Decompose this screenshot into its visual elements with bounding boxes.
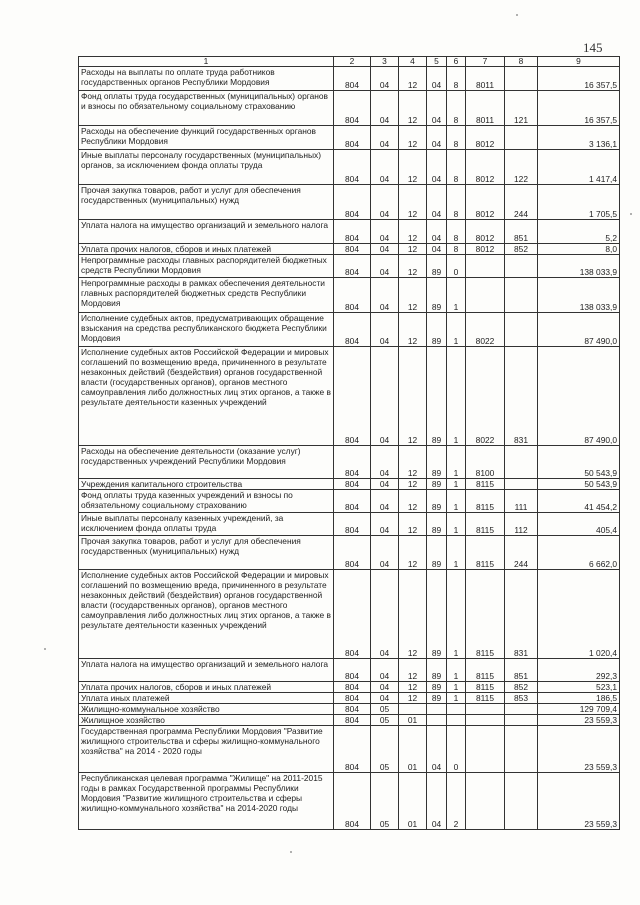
row-label: Уплата прочих налогов, сборов и иных платежей	[79, 682, 334, 693]
column-header: 1	[79, 57, 334, 67]
code-cell: 04	[371, 570, 399, 659]
code-cell: 8	[447, 244, 466, 255]
amount-cell: 23 559,3	[538, 726, 620, 773]
code-cell: 12	[399, 490, 427, 513]
code-cell: 831	[505, 570, 538, 659]
amount-cell: 405,4	[538, 513, 620, 536]
amount-cell: 6 662,0	[538, 536, 620, 570]
code-cell: 89	[427, 536, 447, 570]
row-label: Иные выплаты персоналу казенных учреждений, за исключением фонда оплаты труда	[79, 513, 334, 536]
code-cell: 05	[371, 773, 399, 830]
code-cell	[427, 715, 447, 726]
row-label: Исполнение судебных актов Российской Федерации и мировых соглашений по возмещению вреда, причиненного в результате незаконных действий (бездействия) органов государственной власти (государственных органов), органов местного самоуправления либо должностных лиц этих органов, а также в результате деятельности казенных учреждений	[79, 347, 334, 446]
code-cell: 89	[427, 490, 447, 513]
code-cell: 1	[447, 659, 466, 682]
code-cell: 8011	[466, 67, 505, 91]
code-cell: 89	[427, 278, 447, 313]
code-cell: 8	[447, 150, 466, 185]
code-cell: 89	[427, 446, 447, 479]
code-cell	[505, 704, 538, 715]
code-cell: 8	[447, 126, 466, 150]
code-cell: 8012	[466, 220, 505, 244]
code-cell: 804	[334, 704, 371, 715]
code-cell: 04	[371, 479, 399, 490]
column-header: 5	[427, 57, 447, 67]
code-cell: 804	[334, 278, 371, 313]
table-body	[79, 67, 620, 830]
table-row	[79, 693, 620, 704]
code-cell: 04	[371, 185, 399, 220]
code-cell: 01	[399, 726, 427, 773]
code-cell: 804	[334, 255, 371, 278]
code-cell: 804	[334, 693, 371, 704]
code-cell: 0	[447, 726, 466, 773]
code-cell: 89	[427, 513, 447, 536]
code-cell: 112	[505, 513, 538, 536]
code-cell: 12	[399, 682, 427, 693]
amount-cell: 138 033,9	[538, 255, 620, 278]
code-cell: 89	[427, 693, 447, 704]
code-cell	[505, 278, 538, 313]
code-cell: 04	[371, 244, 399, 255]
code-cell: 244	[505, 185, 538, 220]
amount-cell: 129 709,4	[538, 704, 620, 715]
amount-cell: 5,2	[538, 220, 620, 244]
code-cell: 8012	[466, 244, 505, 255]
code-cell: 804	[334, 479, 371, 490]
code-cell: 244	[505, 536, 538, 570]
code-cell: 04	[371, 490, 399, 513]
code-cell: 12	[399, 126, 427, 150]
code-cell: 804	[334, 313, 371, 347]
code-cell: 852	[505, 244, 538, 255]
code-cell: 8	[447, 220, 466, 244]
code-cell	[466, 773, 505, 830]
row-label: Государственная программа Республики Мордовия "Развитие жилищного строительства и сферы жилищно-коммунального хозяйства" на 2014 - 2020 годы	[79, 726, 334, 773]
column-header: 9	[538, 57, 620, 67]
code-cell: 851	[505, 659, 538, 682]
code-cell: 804	[334, 126, 371, 150]
code-cell: 8	[447, 67, 466, 91]
code-cell	[427, 704, 447, 715]
code-cell: 852	[505, 682, 538, 693]
code-cell: 12	[399, 659, 427, 682]
code-cell: 89	[427, 659, 447, 682]
amount-cell: 87 490,0	[538, 313, 620, 347]
code-cell: 04	[371, 313, 399, 347]
table-row	[79, 726, 620, 773]
code-cell	[447, 704, 466, 715]
code-cell: 12	[399, 244, 427, 255]
code-cell: 04	[427, 150, 447, 185]
code-cell: 8012	[466, 185, 505, 220]
amount-cell: 50 543,9	[538, 479, 620, 490]
code-cell: 12	[399, 150, 427, 185]
code-cell	[505, 126, 538, 150]
row-label: Уплата иных платежей	[79, 693, 334, 704]
code-cell: 804	[334, 726, 371, 773]
code-cell: 1	[447, 479, 466, 490]
amount-cell: 1 417,4	[538, 150, 620, 185]
code-cell: 04	[371, 536, 399, 570]
code-cell: 12	[399, 570, 427, 659]
code-cell: 8115	[466, 570, 505, 659]
code-cell	[466, 715, 505, 726]
code-cell: 804	[334, 570, 371, 659]
code-cell: 8115	[466, 693, 505, 704]
scan-speck	[516, 14, 518, 16]
code-cell: 12	[399, 347, 427, 446]
code-cell: 853	[505, 693, 538, 704]
table-row	[79, 67, 620, 91]
code-cell: 89	[427, 682, 447, 693]
code-cell: 804	[334, 773, 371, 830]
table-row	[79, 446, 620, 479]
code-cell: 1	[447, 536, 466, 570]
row-label: Иные выплаты персоналу государственных (муниципальных) органов, за исключением фонда оплаты труда	[79, 150, 334, 185]
table-row	[79, 479, 620, 490]
code-cell: 1	[447, 347, 466, 446]
table-row	[79, 773, 620, 830]
table-row	[79, 150, 620, 185]
code-cell: 804	[334, 446, 371, 479]
amount-cell: 41 454,2	[538, 490, 620, 513]
table-row	[79, 91, 620, 126]
code-cell: 05	[371, 715, 399, 726]
row-label: Исполнение судебных актов, предусматривающих обращение взыскания на средства республиканского бюджета Республики Мордовия	[79, 313, 334, 347]
code-cell: 851	[505, 220, 538, 244]
code-cell: 8	[447, 91, 466, 126]
column-header: 7	[466, 57, 505, 67]
code-cell: 04	[371, 220, 399, 244]
row-label: Непрограммные расходы главных распорядителей бюджетных средств Республики Мордовия	[79, 255, 334, 278]
amount-cell: 23 559,3	[538, 715, 620, 726]
column-header: 3	[371, 57, 399, 67]
code-cell: 05	[371, 726, 399, 773]
code-cell: 804	[334, 682, 371, 693]
code-cell: 1	[447, 490, 466, 513]
code-cell: 04	[371, 659, 399, 682]
row-label: Непрограммные расходы в рамках обеспечения деятельности главных распорядителей бюджетных средств Республики Мордовия	[79, 278, 334, 313]
column-header: 6	[447, 57, 466, 67]
code-cell: 8011	[466, 91, 505, 126]
code-cell: 804	[334, 185, 371, 220]
row-label: Жилищно-коммунальное хозяйство	[79, 704, 334, 715]
code-cell: 1	[447, 513, 466, 536]
code-cell: 04	[371, 446, 399, 479]
table-row	[79, 704, 620, 715]
code-cell: 804	[334, 490, 371, 513]
code-cell: 1	[447, 278, 466, 313]
column-header: 4	[399, 57, 427, 67]
code-cell: 04	[427, 126, 447, 150]
code-cell	[505, 67, 538, 91]
table-row	[79, 513, 620, 536]
scan-speck	[44, 648, 46, 650]
table-row	[79, 255, 620, 278]
code-cell	[505, 255, 538, 278]
amount-cell: 1 020,4	[538, 570, 620, 659]
amount-cell: 16 357,5	[538, 67, 620, 91]
amount-cell: 8,0	[538, 244, 620, 255]
code-cell: 1	[447, 693, 466, 704]
code-cell: 111	[505, 490, 538, 513]
row-label: Расходы на выплаты по оплате труда работников государственных органов Республики Мордовия	[79, 67, 334, 91]
code-cell: 8012	[466, 126, 505, 150]
code-cell	[505, 313, 538, 347]
table-row	[79, 715, 620, 726]
table-header-row	[79, 57, 620, 67]
row-label: Уплата налога на имущество организаций и земельного налога	[79, 659, 334, 682]
code-cell	[505, 479, 538, 490]
table-row	[79, 126, 620, 150]
code-cell	[505, 726, 538, 773]
amount-cell: 87 490,0	[538, 347, 620, 446]
row-label: Республиканская целевая программа "Жилище" на 2011-2015 годы в рамках Государственной программы Республики Мордовия "Развитие жилищного строительства и сферы жилищно-коммунального хозяйства" на 2014-2020 годы	[79, 773, 334, 830]
code-cell: 89	[427, 479, 447, 490]
code-cell: 12	[399, 479, 427, 490]
code-cell: 04	[427, 244, 447, 255]
code-cell: 804	[334, 244, 371, 255]
code-cell: 8100	[466, 446, 505, 479]
code-cell: 122	[505, 150, 538, 185]
code-cell: 12	[399, 220, 427, 244]
row-label: Фонд оплаты труда государственных (муниципальных) органов и взносы по обязательному социальному страхованию	[79, 91, 334, 126]
code-cell	[466, 704, 505, 715]
code-cell: 804	[334, 715, 371, 726]
code-cell: 01	[399, 715, 427, 726]
table-row	[79, 244, 620, 255]
code-cell: 04	[427, 91, 447, 126]
amount-cell: 50 543,9	[538, 446, 620, 479]
scan-speck	[630, 213, 632, 215]
code-cell: 04	[371, 278, 399, 313]
code-cell: 804	[334, 220, 371, 244]
amount-cell: 186,5	[538, 693, 620, 704]
column-header: 8	[505, 57, 538, 67]
code-cell: 04	[371, 513, 399, 536]
code-cell: 1	[447, 313, 466, 347]
code-cell: 1	[447, 446, 466, 479]
code-cell: 8022	[466, 347, 505, 446]
amount-cell: 523,1	[538, 682, 620, 693]
amount-cell: 23 559,3	[538, 773, 620, 830]
code-cell: 04	[371, 91, 399, 126]
table-row	[79, 347, 620, 446]
code-cell: 804	[334, 536, 371, 570]
table-row	[79, 185, 620, 220]
code-cell: 804	[334, 347, 371, 446]
code-cell: 8115	[466, 682, 505, 693]
code-cell: 04	[427, 67, 447, 91]
amount-cell: 16 357,5	[538, 91, 620, 126]
code-cell: 89	[427, 570, 447, 659]
code-cell: 01	[399, 773, 427, 830]
row-label: Исполнение судебных актов Российской Федерации и мировых соглашений по возмещению вреда, причиненного в результате незаконных действий (бездействия) органов государственной власти (государственных органов), органов местного самоуправления либо должностных лиц этих органов, а также в результате деятельности казенных учреждений	[79, 570, 334, 659]
table-row	[79, 220, 620, 244]
code-cell: 05	[371, 704, 399, 715]
code-cell: 04	[371, 347, 399, 446]
code-cell: 04	[371, 682, 399, 693]
code-cell: 8115	[466, 490, 505, 513]
code-cell	[447, 715, 466, 726]
code-cell: 2	[447, 773, 466, 830]
code-cell: 804	[334, 91, 371, 126]
code-cell	[505, 715, 538, 726]
code-cell	[466, 726, 505, 773]
code-cell: 0	[447, 255, 466, 278]
amount-cell: 138 033,9	[538, 278, 620, 313]
amount-cell: 292,3	[538, 659, 620, 682]
row-label: Фонд оплаты труда казенных учреждений и взносы по обязательному социальному страхованию	[79, 490, 334, 513]
row-label: Жилищное хозяйство	[79, 715, 334, 726]
code-cell: 121	[505, 91, 538, 126]
row-label: Прочая закупка товаров, работ и услуг для обеспечения государственных (муниципальных) нужд	[79, 185, 334, 220]
table-row	[79, 682, 620, 693]
code-cell: 04	[371, 150, 399, 185]
code-cell: 8115	[466, 513, 505, 536]
row-label: Учреждения капитального строительства	[79, 479, 334, 490]
code-cell: 12	[399, 693, 427, 704]
code-cell: 831	[505, 347, 538, 446]
code-cell: 8115	[466, 659, 505, 682]
code-cell: 8115	[466, 536, 505, 570]
code-cell: 04	[427, 773, 447, 830]
code-cell	[466, 255, 505, 278]
code-cell: 12	[399, 513, 427, 536]
table-row	[79, 278, 620, 313]
row-label: Уплата прочих налогов, сборов и иных платежей	[79, 244, 334, 255]
code-cell: 04	[427, 726, 447, 773]
code-cell: 1	[447, 570, 466, 659]
code-cell: 04	[427, 185, 447, 220]
code-cell: 12	[399, 313, 427, 347]
table-row	[79, 659, 620, 682]
row-label: Расходы на обеспечение функций государственных органов Республики Мордовия	[79, 126, 334, 150]
table-row	[79, 570, 620, 659]
budget-table	[78, 56, 620, 830]
code-cell	[505, 446, 538, 479]
table-row	[79, 536, 620, 570]
code-cell: 804	[334, 659, 371, 682]
code-cell: 04	[371, 67, 399, 91]
code-cell: 04	[371, 693, 399, 704]
code-cell: 04	[427, 220, 447, 244]
code-cell: 1	[447, 682, 466, 693]
code-cell: 89	[427, 313, 447, 347]
code-cell: 12	[399, 446, 427, 479]
code-cell	[466, 278, 505, 313]
table-row	[79, 490, 620, 513]
amount-cell: 3 136,1	[538, 126, 620, 150]
row-label: Уплата налога на имущество организаций и земельного налога	[79, 220, 334, 244]
code-cell: 12	[399, 255, 427, 278]
page-number: 145	[583, 40, 603, 55]
code-cell: 804	[334, 513, 371, 536]
amount-cell: 1 705,5	[538, 185, 620, 220]
code-cell: 89	[427, 347, 447, 446]
code-cell	[505, 773, 538, 830]
column-header: 2	[334, 57, 371, 67]
code-cell: 12	[399, 278, 427, 313]
code-cell: 804	[334, 67, 371, 91]
table-row	[79, 313, 620, 347]
code-cell: 8115	[466, 479, 505, 490]
code-cell: 12	[399, 185, 427, 220]
code-cell: 12	[399, 67, 427, 91]
scan-speck	[290, 851, 292, 853]
code-cell: 12	[399, 536, 427, 570]
code-cell: 8	[447, 185, 466, 220]
code-cell: 04	[371, 255, 399, 278]
code-cell: 12	[399, 91, 427, 126]
row-label: Расходы на обеспечение деятельности (оказание услуг) государственных учреждений Республики Мордовия	[79, 446, 334, 479]
code-cell: 8012	[466, 150, 505, 185]
code-cell: 89	[427, 255, 447, 278]
row-label: Прочая закупка товаров, работ и услуг для обеспечения государственных (муниципальных) нужд	[79, 536, 334, 570]
code-cell: 8022	[466, 313, 505, 347]
code-cell: 804	[334, 150, 371, 185]
code-cell	[399, 704, 427, 715]
code-cell: 04	[371, 126, 399, 150]
